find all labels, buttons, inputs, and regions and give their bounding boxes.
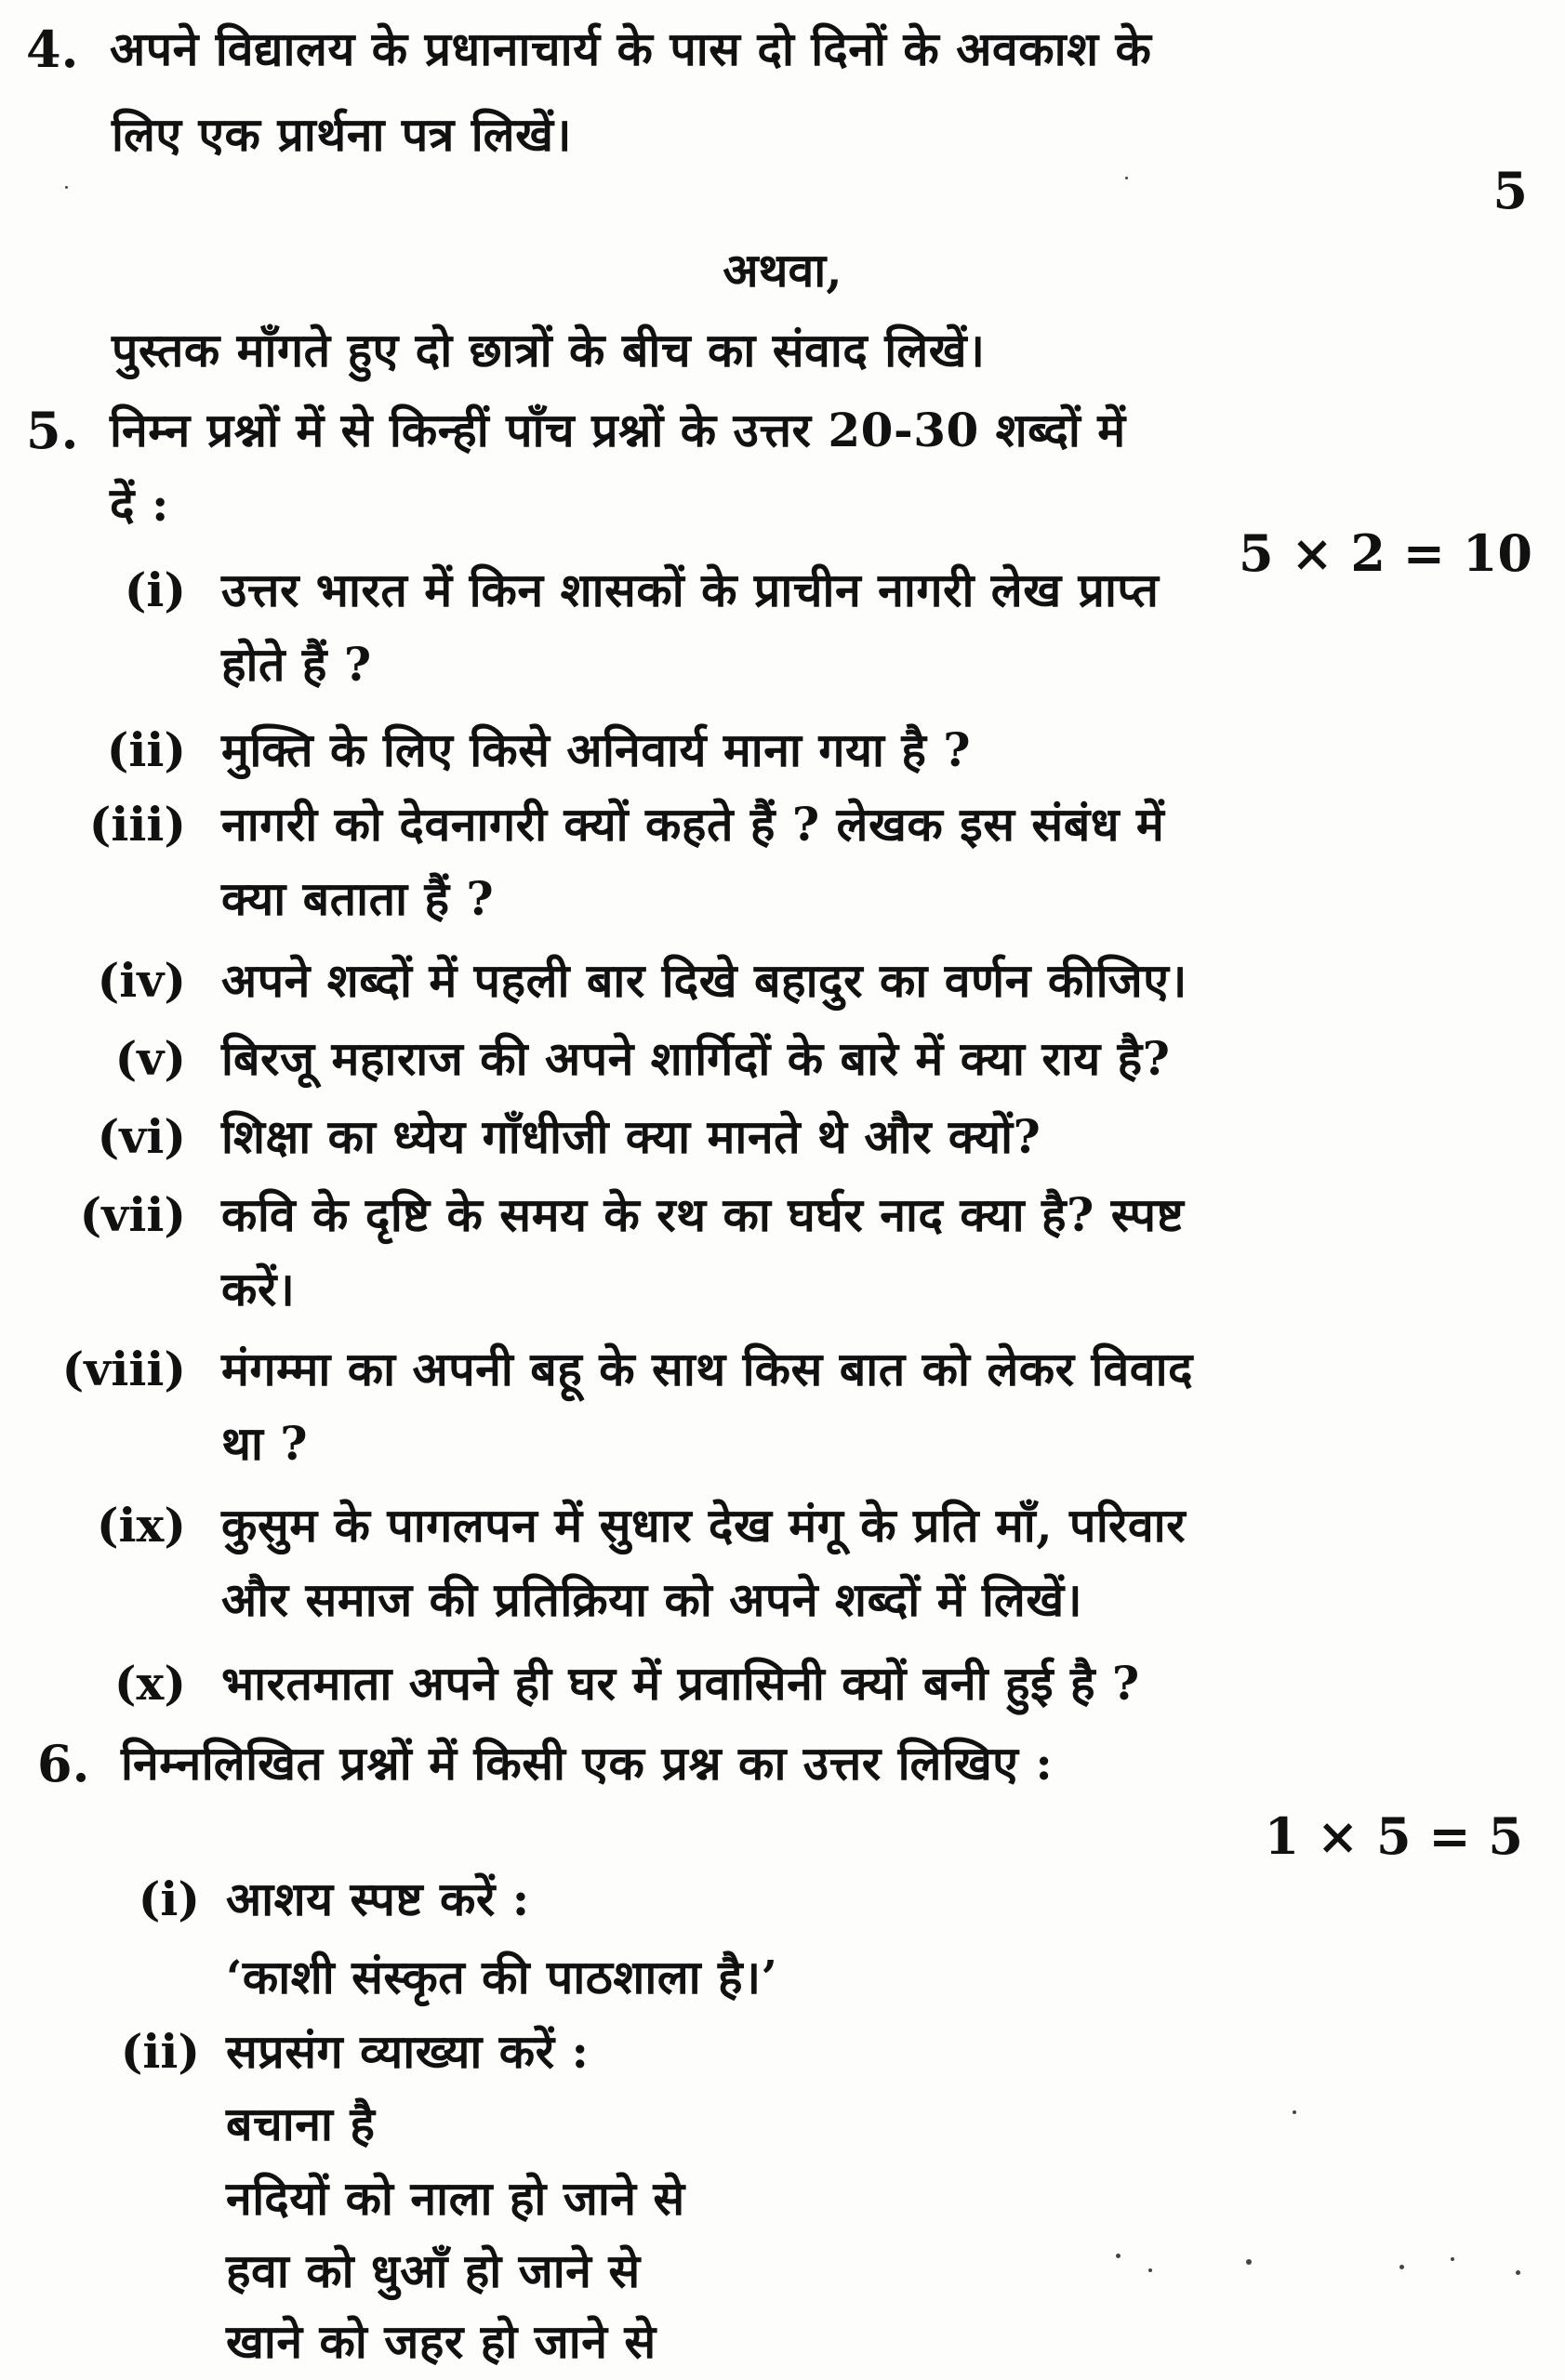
q6-item-heading: आशय स्पष्ट करें : [226,1871,530,1926]
q6-item-label: (ii) [120,2024,200,2079]
q5-item-label: (x) [113,1656,186,1711]
question-6-marks: 1 × 5 = 5 [1264,1806,1523,1866]
question-6-line-1: निम्नलिखित प्रश्नों में किसी एक प्रश्न का उत्तर लिखिए : [121,1736,1054,1791]
q5-item-text: क्या बताता हैं ? [221,871,495,926]
q5-item-text: होते हैं ? [221,637,372,692]
q5-item-label: (v) [114,1031,186,1086]
q5-item-text: भारतमाता अपने ही घर में प्रवासिनी क्यों बनी हुई है ? [221,1656,1140,1711]
q5-item-text: अपने शब्दों में पहली बार दिखे बहादुर का वर्णन कीजिए। [221,953,1187,1008]
q5-item-text: मंगम्मा का अपनी बहू के साथ किस बात को लेकर विवाद [221,1342,1194,1396]
scan-speck [1293,2110,1296,2114]
scan-speck [1246,2259,1252,2265]
scan-speck [1516,2270,1520,2275]
scan-speck [1116,2254,1121,2258]
scan-speck [1148,2268,1152,2272]
scan-speck [1399,2265,1404,2269]
q5-item-text: कुसुम के पागलपन में सुधार देख मंगू के प्रति माँ, परिवार [221,1498,1187,1553]
scan-speck [1125,177,1128,179]
q5-item-label: (ii) [106,722,186,777]
q5-item-label: (ix) [96,1498,186,1553]
q6-item-heading: सप्रसंग व्याख्या करें : [226,2024,590,2079]
question-6-number: 6. [37,1734,90,1793]
q6-item-label: (i) [138,1871,200,1926]
question-4-number: 4. [26,20,79,79]
question-4-line-1: अपने विद्यालय के प्रधानाचार्य के पास दो दिनों के अवकाश के [110,21,1152,76]
q5-item-label: (vi) [97,1109,186,1164]
q5-item-text: कवि के दृष्टि के समय के रथ का घर्घर नाद क्या है? स्पष्ट [221,1187,1185,1242]
q5-item-label: (iv) [97,953,186,1008]
poem-line: हवा को धुआँ हो जाने से [226,2243,641,2298]
q5-item-label: (i) [124,562,186,617]
q5-item-text: बिरजू महाराज की अपने शार्गिदों के बारे में क्या राय है? [221,1031,1171,1086]
q6-item-quote: ‘काशी संस्कृत की पाठशाला है।’ [226,1950,778,2004]
q5-item-label: (viii) [61,1342,186,1396]
poem-line: खाने को जहर हो जाने से [226,2314,657,2369]
question-4-alternative: पुस्तक माँगते हुए दो छात्रों के बीच का संवाद लिखें। [112,323,986,377]
q5-item-label: (iii) [88,797,186,852]
poem-line: बचाना है [226,2096,376,2151]
q5-item-label: (vii) [79,1187,186,1242]
question-4-marks: 5 [1492,161,1528,220]
q5-item-text: था ? [221,1416,309,1471]
scan-speck [65,186,68,189]
q5-item-text: और समाज की प्रतिक्रिया को अपने शब्दों में लिखें। [221,1572,1083,1627]
q5-item-text: शिक्षा का ध्येय गाँधीजी क्या मानते थे और क्यों? [221,1109,1041,1164]
q5-item-text: मुक्ति के लिए किसे अनिवार्य माना गया है ? [221,722,972,777]
scan-speck [1451,2257,1454,2261]
question-4-or: अथवा, [723,243,842,298]
q5-item-text: करें। [221,1262,296,1316]
question-5-line-1: निम्न प्रश्नों में से किन्हीं पाँच प्रश्नों के उत्तर 20-30 शब्दों में [110,403,1126,457]
q5-item-text: उत्तर भारत में किन शासकों के प्राचीन नागरी लेख प्राप्त [221,562,1160,617]
question-4-line-2: लिए एक प्रार्थना पत्र लिखें। [112,107,572,162]
question-5-number: 5. [26,401,79,460]
q5-item-text: नागरी को देवनागरी क्यों कहते हैं ? लेखक इस संबंध में [221,797,1165,852]
poem-line: नदियों को नाला हो जाने से [226,2171,685,2226]
question-5-marks: 5 × 2 = 10 [1239,523,1532,583]
question-5-line-2: दें : [110,477,169,532]
